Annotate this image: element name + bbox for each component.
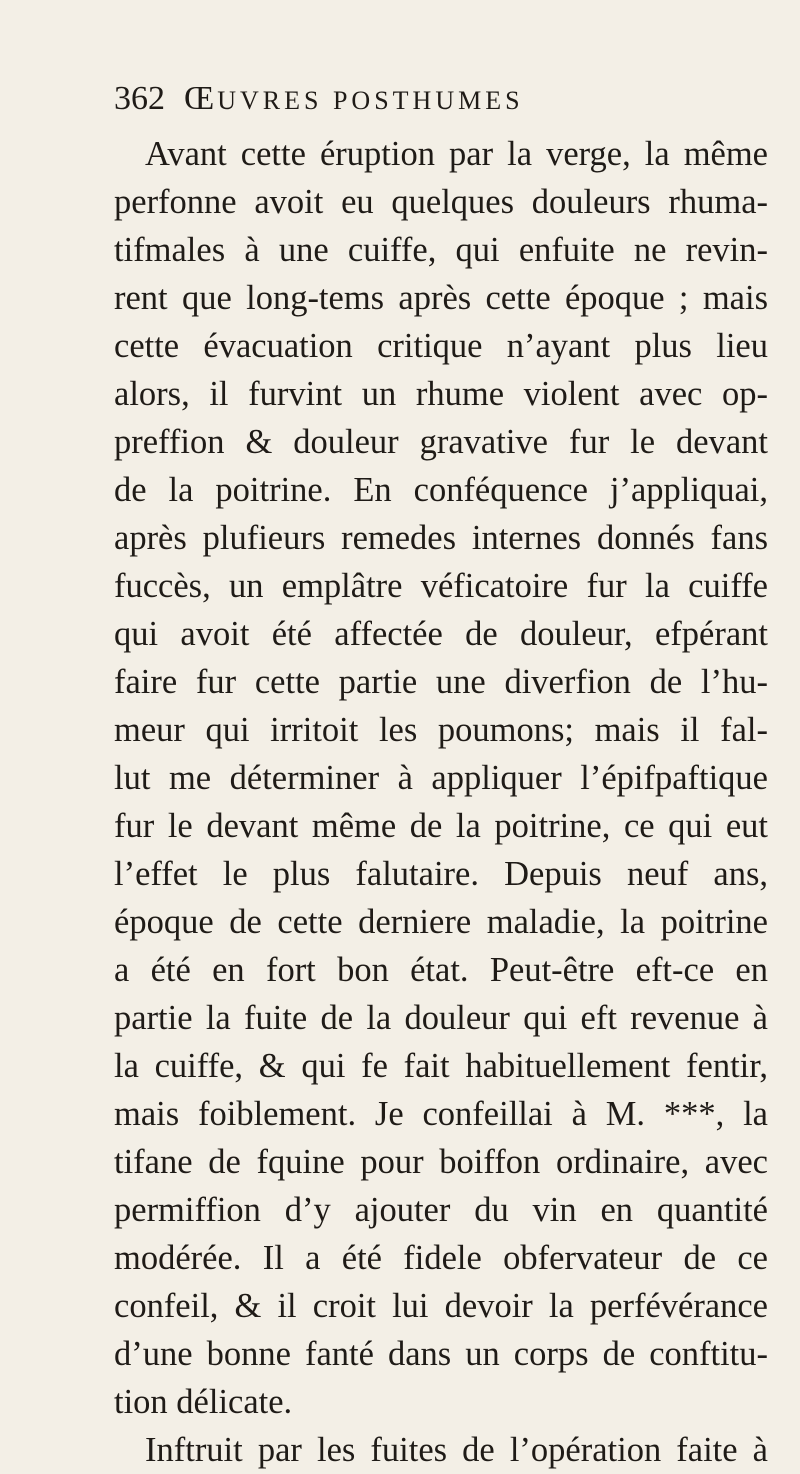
text-line: époque de cette derniere maladie, la poitrine <box>114 903 768 941</box>
text-line: a été en fort bon état. Peut-être eft-ce en <box>114 951 768 989</box>
text-line: alors, il furvint un rhume violent avec op- <box>114 375 768 413</box>
text-line: l’effet le plus falutaire. Depuis neuf ans, <box>114 855 768 893</box>
text-line: fur le devant même de la poitrine, ce qui eut <box>114 807 768 845</box>
text-line: perfonne avoit eu quelques douleurs rhuma- <box>114 183 768 221</box>
text-line: fuccès, un emplâtre véficatoire fur la cuiffe <box>114 567 768 605</box>
text-line: partie la fuite de la douleur qui eft revenue à <box>114 999 768 1037</box>
text-line: preffion & douleur gravative fur le devant <box>114 423 768 461</box>
text-line: tifane de fquine pour boiffon ordinaire, avec <box>114 1143 768 1181</box>
text-line: modérée. Il a été fidele obfervateur de ce <box>114 1239 768 1277</box>
text-line: permiffion d’y ajouter du vin en quantité <box>114 1191 768 1229</box>
text-line: Inftruit par les fuites de l’opération faite à <box>145 1431 768 1469</box>
text-line: lut me déterminer à appliquer l’épifpaftique <box>114 759 768 797</box>
running-title-initial: Œ <box>184 80 218 117</box>
text-line: tion délicate. <box>114 1383 293 1421</box>
text-line: meur qui irritoit les poumons; mais il fal- <box>114 711 768 749</box>
text-line: cette évacuation critique n’ayant plus lieu <box>114 327 768 365</box>
text-line: Avant cette éruption par la verge, la même <box>145 135 768 173</box>
running-title-rest: UVRES POSTHUMES <box>217 86 524 115</box>
text-line: mais foiblement. Je confeillai à M. ***, la <box>114 1095 768 1133</box>
text-line: de la poitrine. En conféquence j’appliquai, <box>114 471 768 509</box>
page-header <box>114 74 774 124</box>
text-line: après plufieurs remedes internes donnés fans <box>114 519 768 557</box>
text-line: rent que long-tems après cette époque ; mais <box>114 279 768 317</box>
text-line: d’une bonne fanté dans un corps de conftitu- <box>114 1335 768 1373</box>
text-line: faire fur cette partie une diverfion de l’hu- <box>114 663 768 701</box>
text-line: confeil, & il croit lui devoir la perfévérance <box>114 1287 768 1325</box>
running-title <box>184 74 524 126</box>
text-line: qui avoit été affectée de douleur, efpérant <box>114 615 768 653</box>
text-line: la cuiffe, & qui fe fait habituellement fentir, <box>114 1047 768 1085</box>
text-line: tifmales à une cuiffe, qui enfuite ne revin- <box>114 231 768 269</box>
page-number: 362 <box>114 80 165 117</box>
